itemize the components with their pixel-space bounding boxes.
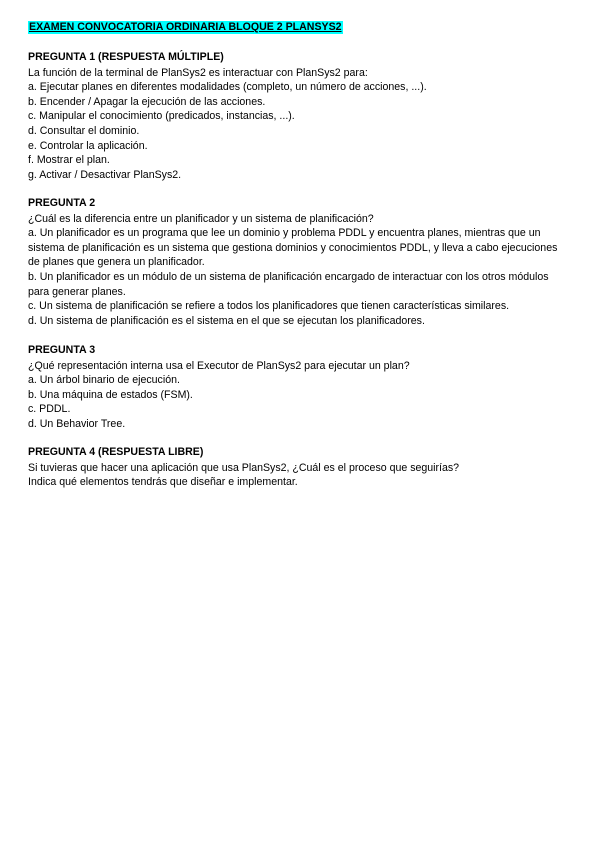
question-heading: PREGUNTA 2 [28, 197, 96, 209]
option-a: a. Un árbol binario de ejecución. [28, 374, 180, 387]
option-c: c. PDDL. [28, 403, 71, 416]
option-a: a. Ejecutar planes en diferentes modalidades (completo, un número de acciones, ...). [28, 81, 427, 94]
question-2 [28, 196, 568, 328]
option-a: a. Un planificador es un programa que lee un dominio y problema PDDL y encuentra planes, mientras que un sistema de planificación es un sistema que gestiona dominios y conocimientos PDDL, y lleva a cabo ejecuciones de planes que genera un planificador. [28, 227, 558, 269]
question-prompt: ¿Qué representación interna usa el Executor de PlanSys2 para ejecutar un plan? [28, 359, 410, 372]
question-instruction: Indica qué elementos tendrás que diseñar e implementar. [28, 476, 298, 489]
option-f: f. Mostrar el plan. [28, 154, 110, 167]
option-g: g. Activar / Desactivar PlanSys2. [28, 168, 182, 181]
option-b: b. Encender / Apagar la ejecución de las acciones. [28, 95, 266, 108]
question-1 [28, 50, 568, 182]
option-b: b. Una máquina de estados (FSM). [28, 388, 193, 401]
question-prompt: ¿Cuál es la diferencia entre un planificador y un sistema de planificación? [28, 212, 374, 225]
question-heading: PREGUNTA 1 (RESPUESTA MÚLTIPLE) [28, 51, 224, 63]
option-d: d. Consultar el dominio. [28, 124, 140, 137]
option-d: d. Un sistema de planificación es el sistema en el que se ejecutan los planificadores. [28, 314, 425, 327]
question-heading: PREGUNTA 3 [28, 344, 96, 356]
question-4 [28, 445, 568, 490]
question-3 [28, 343, 568, 432]
option-c: c. Un sistema de planificación se refiere a todos los planificadores que tienen características similares. [28, 300, 510, 313]
question-prompt: La función de la terminal de PlanSys2 es interactuar con PlanSys2 para: [28, 66, 368, 79]
option-b: b. Un planificador es un módulo de un sistema de planificación encargado de interactuar con los otros módulos para generar planes. [28, 270, 549, 298]
exam-title: EXAMEN CONVOCATORIA ORDINARIA BLOQUE 2 PLANSYS2 [29, 21, 342, 33]
question-heading: PREGUNTA 4 (RESPUESTA LIBRE) [28, 446, 204, 458]
option-d: d. Un Behavior Tree. [28, 417, 126, 430]
option-c: c. Manipular el conocimiento (predicados, instancias, ...). [28, 110, 295, 123]
option-e: e. Controlar la aplicación. [28, 139, 148, 152]
question-prompt: Si tuvieras que hacer una aplicación que usa PlanSys2, ¿Cuál es el proceso que seguirías? [28, 461, 460, 474]
